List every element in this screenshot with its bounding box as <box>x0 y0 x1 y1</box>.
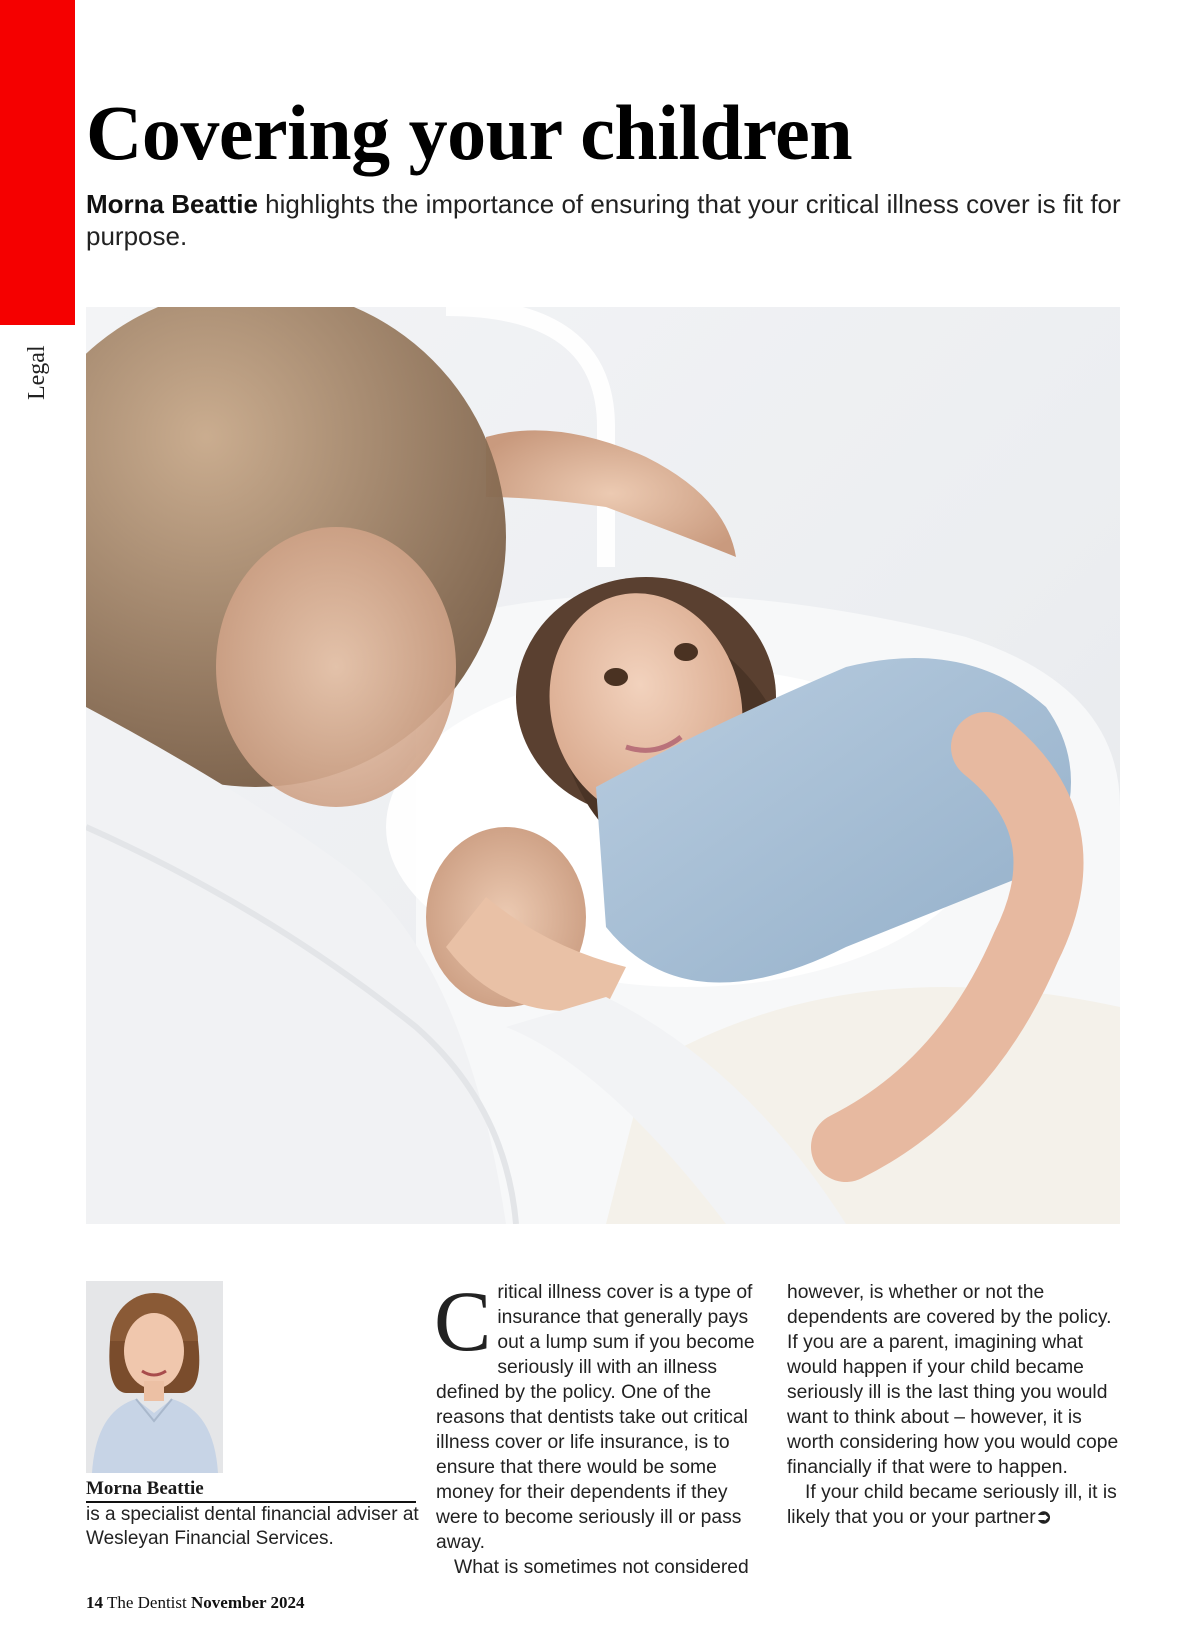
body-paragraph: What is sometimes not considered <box>454 1557 749 1578</box>
author-bio: is a specialist dental financial adviser at Wesleyan Financial Services. <box>86 1504 419 1549</box>
article-title: Covering your children <box>86 89 853 176</box>
publication-name: The Dentist <box>106 1593 187 1612</box>
body-paragraph: ritical illness cover is a type of insurance that generally pays out a lump sum if you become seriously ill with an illness defined by the policy. One of the reasons that dentists take out critical illness cover or life insurance, is to ensure that there would be some money for their dependents if they were to become seriously ill or pass away. <box>436 1282 755 1553</box>
standfirst <box>86 188 1126 252</box>
issue-date: November 2024 <box>191 1593 305 1612</box>
section-color-bar <box>0 0 75 325</box>
body-column-1 <box>434 1273 761 1580</box>
section-label: Legal <box>24 345 50 400</box>
author-name: Morna Beattie <box>86 1478 416 1503</box>
standfirst-text: highlights the importance of ensuring that your critical illness cover is fit for purpose. <box>86 189 1121 251</box>
hero-photo-mother-and-child <box>86 307 1120 1224</box>
author-headshot <box>86 1281 223 1473</box>
page-number: 14 <box>86 1593 103 1612</box>
body-paragraph-text: If your child became seriously ill, it is likely that you or your partner <box>787 1482 1117 1528</box>
drop-cap: C <box>434 1273 492 1369</box>
body-paragraph <box>787 1480 1125 1530</box>
body-paragraph: however, is whether or not the dependents are covered by the policy. If you are a parent, imagining what would happen if your child became seriously ill is the last thing you would want to think about – however, it is worth considering how you would cope financially if that were to happen. <box>787 1282 1119 1478</box>
standfirst-author: Morna Beattie <box>86 189 258 219</box>
continue-arrow-icon: ➲ <box>1035 1507 1052 1528</box>
body-column-2 <box>787 1280 1125 1530</box>
page-footer <box>86 1593 304 1613</box>
